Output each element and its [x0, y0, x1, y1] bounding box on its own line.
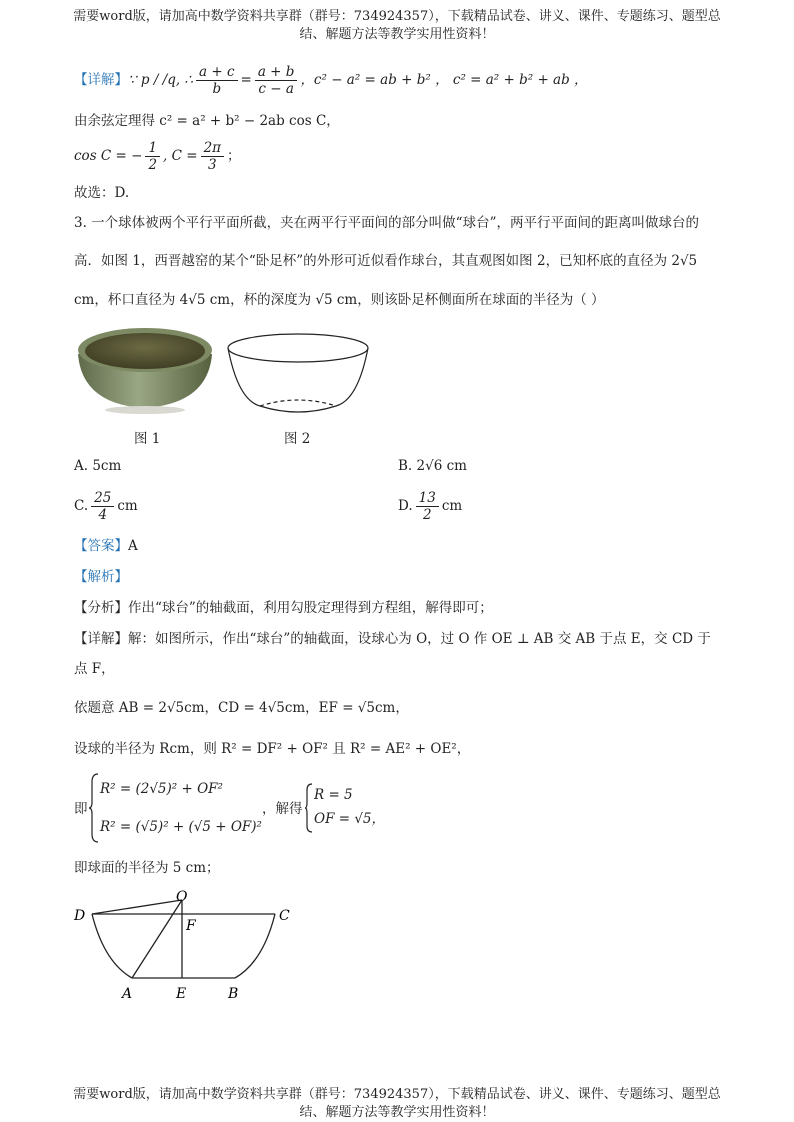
option-c: C. $\frac{25}{4}$ cm [74, 490, 138, 523]
detail-label: 【详解】 [74, 72, 128, 88]
sol-1: R = 5 [314, 787, 353, 803]
fraction-1: $\frac{a + c}{b}$ [196, 64, 238, 97]
answer-line [74, 535, 138, 557]
radius-line: 设球的半径为 Rcm，则 R² = DF² + OF² 且 R² = AE² + OE²， [74, 741, 471, 757]
label-f: F [186, 918, 196, 934]
label-d: D [74, 908, 86, 924]
arc-left [92, 914, 132, 978]
equals-sign: = [240, 72, 252, 88]
prev-detail-line [74, 64, 588, 97]
footer-line-1: 需要word版，请加高中数学资料共享群（群号：734924357），下载精品试卷、讲义、课件、专题练习、题型总 [73, 1087, 721, 1102]
line-do [92, 900, 182, 914]
analysis-label: 【解析】 [74, 569, 128, 585]
sphere-section-diagram [70, 890, 300, 1005]
solve-prefix: ，解得 [262, 801, 303, 817]
bowl-photo [74, 324, 216, 416]
q3-line-3: cm，杯口直径为 4√5 cm，杯的深度为 √5 cm，则该卧足杯侧面所在球面的半径为（ ） [74, 292, 605, 308]
header-line-2: 结、解题方法等教学实用性资料！ [299, 27, 495, 42]
left-brace-2 [304, 782, 314, 834]
sys-eq-2: R² = (√5)² + (√5 + OF)² [100, 819, 262, 835]
fraction-2: $\frac{a + b}{c - a}$ [255, 64, 298, 97]
q3-line-2: 高．如图 1，西晋越窑的某个“卧足杯”的外形可近似看作球台，其直观图如图 2，已知杯底的直径为 2√5 [74, 253, 698, 269]
given-line: 依题意 AB = 2√5cm，CD = 4√5cm，EF = √5cm， [74, 700, 409, 716]
cos-suffix: ； [227, 148, 241, 164]
cos-fraction: $\frac{1}{2}$ [145, 140, 160, 173]
prev-choice: 故选：D. [74, 185, 130, 201]
sys-prefix: 即 [74, 801, 88, 817]
footer-line-2: 结、解题方法等教学实用性资料！ [299, 1105, 495, 1120]
label-c: C [279, 908, 290, 924]
cos-result-line [74, 140, 241, 173]
arc-right [235, 914, 275, 978]
angle-fraction: $\frac{2\pi}{3}$ [201, 140, 224, 173]
header-line-1: 需要word版，请加高中数学资料共享群（群号：734924357），下载精品试卷、讲义、课件、专题练习、题型总 [73, 9, 721, 24]
detail-expr1: ∵ p / /q, ∴ [128, 72, 194, 88]
bowl-sketch [224, 330, 374, 420]
fig2-label: 图 2 [284, 431, 311, 447]
cos-prefix: cos C = − [74, 148, 143, 164]
option-b: B. 2√6 cm [398, 458, 467, 474]
answer-value: A [128, 538, 138, 554]
conclusion-line: 即球面的半径为 5 cm； [74, 860, 220, 876]
left-brace-1 [88, 772, 100, 844]
label-o: O [176, 890, 188, 905]
label-a: A [122, 986, 133, 1002]
option-a: A. 5cm [74, 458, 122, 474]
answer-label: 【答案】 [74, 538, 128, 554]
detail-line-2: 点 F， [74, 661, 115, 677]
sys-eq-1: R² = (2√5)² + OF² [100, 781, 223, 797]
line-oa [132, 900, 182, 978]
fig1-label: 图 1 [134, 431, 161, 447]
cos-mid: , C = [163, 148, 198, 164]
label-b: B [228, 986, 239, 1002]
q3-line-1: 3. 一个球体被两个平行平面所截，夹在两平行平面间的部分叫做“球台”，两平行平面间的距离叫做球台的 [74, 215, 699, 231]
cosine-law-line: 由余弦定理得 c² = a² + b² − 2ab cos C， [74, 113, 340, 129]
label-e: E [176, 986, 187, 1002]
detail-expr2: ，c² − a² = ab + b² ， c² = a² + b² + ab ， [300, 72, 588, 88]
page-footer [0, 1086, 794, 1122]
page-header [0, 8, 794, 44]
option-d: D. $\frac{13}{2}$ cm [398, 490, 463, 523]
fenxi-line: 【分析】作出“球台”的轴截面，利用勾股定理得到方程组，解得即可； [74, 600, 493, 616]
sol-2: OF = √5， [314, 811, 386, 827]
detail-line: 【详解】解：如图所示，作出“球台”的轴截面，设球心为 O，过 O 作 OE ⊥ AB 交 AB 于点 E，交 CD 于 [74, 631, 711, 647]
